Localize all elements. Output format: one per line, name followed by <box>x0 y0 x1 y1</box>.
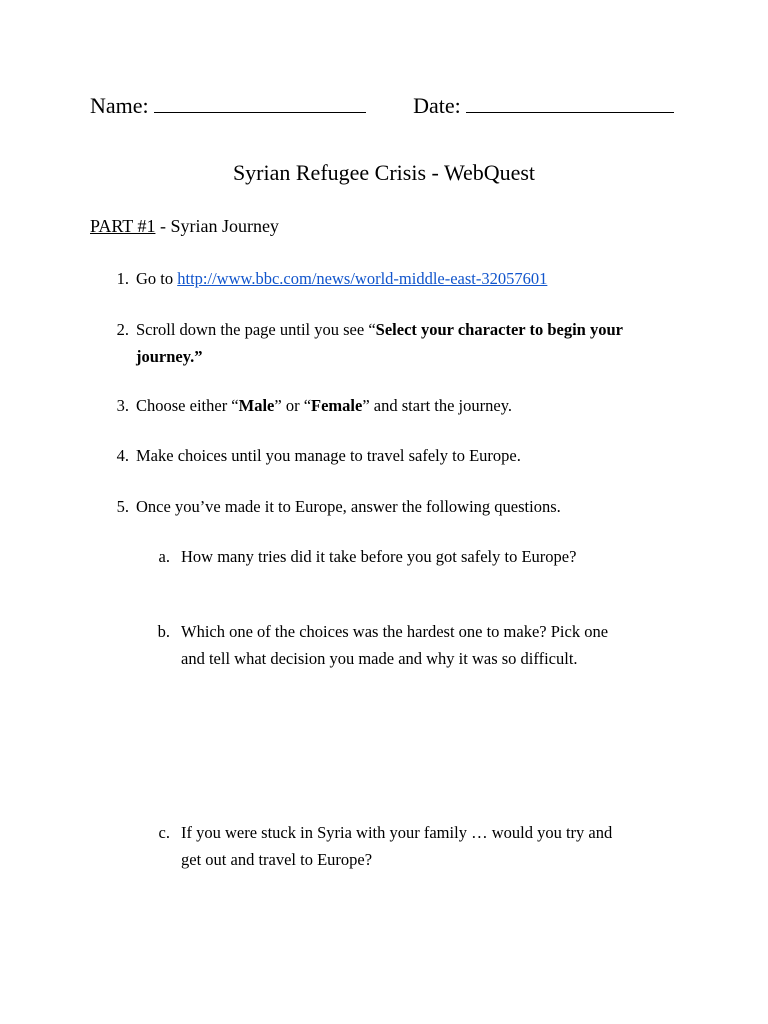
step-number: 5. <box>116 497 129 516</box>
date-blank[interactable] <box>466 92 674 113</box>
step-text: Make choices until you manage to travel safely to Europe. <box>136 446 521 465</box>
step-number: 2. <box>116 320 129 339</box>
date-label: Date: <box>413 93 461 118</box>
name-blank[interactable] <box>154 92 366 113</box>
question-text: How many tries did it take before you got safely to Europe? <box>181 547 577 566</box>
step-part: ” or “ <box>274 396 312 415</box>
female-option: Female <box>311 396 363 415</box>
step-text: Once you’ve made it to Europe, answer the following questions. <box>136 497 561 516</box>
step-text <box>136 392 512 419</box>
step-text <box>136 265 547 292</box>
step-text <box>136 316 623 343</box>
name-date-line <box>90 92 690 119</box>
step-prefix: Go to <box>136 269 178 288</box>
question-letter: b. <box>157 622 170 641</box>
step-text-line2 <box>136 343 202 370</box>
step-number: 3. <box>116 396 129 415</box>
question-text: If you were stuck in Syria with your family … would you try and <box>181 823 613 842</box>
male-option: Male <box>238 396 275 415</box>
step-bold-phrase: Select your character to begin your <box>375 320 623 339</box>
step-bold-phrase-end: journey.” <box>136 347 203 366</box>
question-letter: c. <box>158 823 170 842</box>
step-prefix: Scroll down the page until you see “ <box>136 320 376 339</box>
part-separator: - <box>155 216 171 236</box>
name-label: Name: <box>90 93 149 118</box>
part-label: PART #1 <box>90 216 156 236</box>
part-heading <box>90 216 279 237</box>
step-number: 4. <box>116 446 129 465</box>
question-text: Which one of the choices was the hardest one to make? Pick one <box>181 622 609 641</box>
question-letter: a. <box>158 547 170 566</box>
question-text-line2: get out and travel to Europe? <box>181 850 373 869</box>
step-part: Choose either “ <box>136 396 239 415</box>
page-title: Syrian Refugee Crisis - WebQuest <box>232 160 536 185</box>
step-part: ” and start the journey. <box>362 396 513 415</box>
bbc-link[interactable]: http://www.bbc.com/news/world-middle-east-32057601 <box>177 269 548 288</box>
step-number: 1. <box>116 269 129 288</box>
question-text-line2: and tell what decision you made and why it was so difficult. <box>181 649 578 668</box>
part-subtitle: Syrian Journey <box>170 216 279 236</box>
